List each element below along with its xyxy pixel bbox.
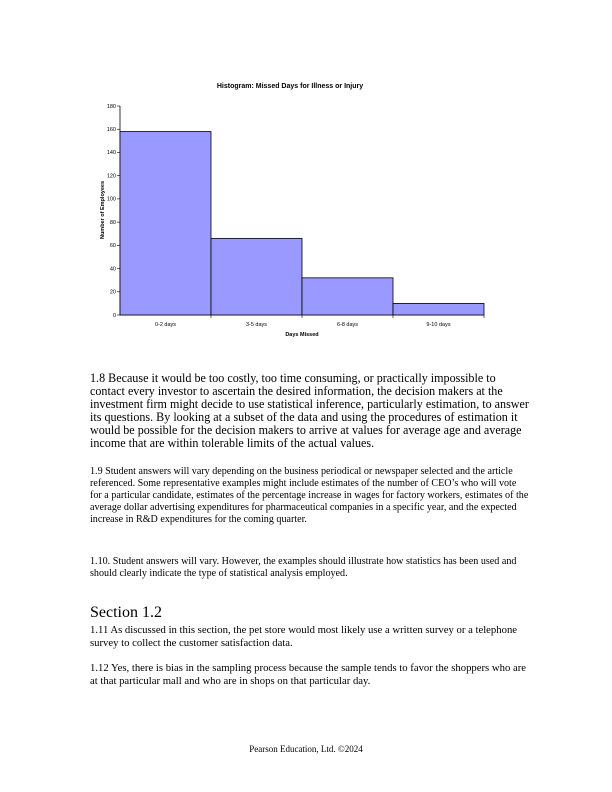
y-tick-label: 160 bbox=[106, 127, 116, 134]
y-tick-label: 40 bbox=[109, 266, 116, 273]
y-tick-label: 20 bbox=[109, 289, 116, 296]
bar-0-2-days bbox=[120, 132, 211, 315]
bar-9-10-days bbox=[393, 303, 484, 315]
y-tick-label: 0 bbox=[112, 312, 116, 319]
y-axis bbox=[107, 104, 120, 319]
section-heading: Section 1.2 bbox=[90, 604, 162, 621]
x-tick-label: 6-8 days bbox=[336, 322, 359, 328]
x-tick-label: 3-5 days bbox=[245, 322, 268, 328]
x-axis bbox=[120, 315, 484, 328]
y-tick-label: 140 bbox=[106, 150, 116, 157]
y-tick-label: 60 bbox=[109, 243, 116, 250]
answer-1-12: 1.12 Yes, there is bias in the sampling process because the sample tends to favor the shoppers who are at that particular mall and who are in shops on that particular day. bbox=[90, 662, 527, 687]
y-tick-label: 100 bbox=[106, 196, 116, 203]
bars-group bbox=[120, 132, 484, 315]
x-tick-label: 0-2 days bbox=[154, 322, 177, 328]
x-axis-label: Days Missed bbox=[285, 332, 319, 338]
answer-1-9: 1.9 Student answers will vary depending on the business periodical or newspaper selected and the article referenced. Some representative examples might include estimates of the number of CEO’s who will vote for a particular candidate, estimates of the percentage increase in wages for factory workers, estimates of the average dollar advertising expenditures for pharmaceutical companies in a specific year, and the expected increase in R&D expenditures for the coming quarter. bbox=[90, 466, 529, 526]
x-tick-label: 9-10 days bbox=[426, 322, 451, 328]
answer-1-10: 1.10. Student answers will vary. However, the examples should illustrate how statistics has been used and should clearly indicate the type of statistical analysis employed. bbox=[90, 556, 517, 580]
y-axis-label: Number of Employees bbox=[100, 180, 106, 240]
chart-svg bbox=[92, 78, 512, 340]
y-tick-label: 180 bbox=[106, 103, 116, 110]
answer-1-11: 1.11 As discussed in this section, the pet store would most likely use a written survey or a telephone survey to collect the customer satisfaction data. bbox=[90, 624, 518, 649]
chart-title: Histogram: Missed Days for Illness or Injury bbox=[216, 83, 364, 90]
y-tick-label: 80 bbox=[109, 219, 116, 226]
bar-6-8-days bbox=[302, 278, 393, 315]
histogram-chart bbox=[92, 78, 512, 340]
bar-3-5-days bbox=[211, 238, 302, 315]
y-tick-label: 120 bbox=[106, 173, 116, 180]
answer-1-8: 1.8 Because it would be too costly, too time consuming, or practically impossible to contact every investor to ascertain the desired information, the decision makers at the investment firm might decide to use statistical inference, particularly estimation, to answer its questions. By looking at a subset of the data and using the procedures of estimation it would be possible for the decision makers to arrive at values for average age and average income that are within tolerable limits of the actual values. bbox=[90, 371, 529, 450]
page-footer: Pearson Education, Ltd. ©2024 bbox=[249, 744, 363, 754]
